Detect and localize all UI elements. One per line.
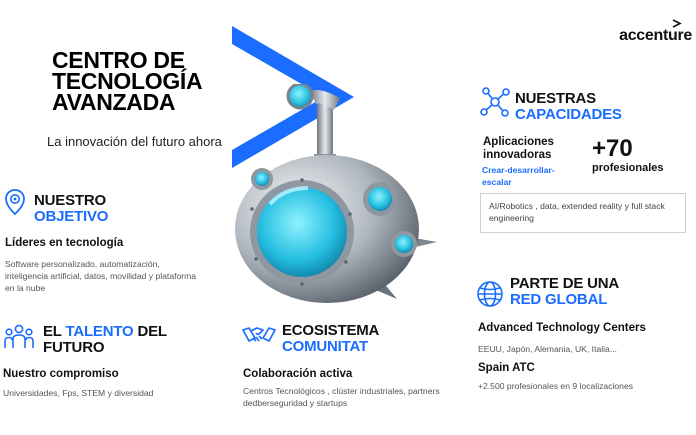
talento-heading: EL TALENTO DEL FUTURO — [43, 323, 167, 356]
red-spain-body: +2.500 profesionales en 9 localizaciones — [478, 381, 634, 391]
capacidades-apps-link[interactable]: Crear-desarrollar- escalar — [482, 165, 555, 187]
brand-logo: accenture — [619, 27, 692, 44]
capacidades-apps-title: Aplicaciones innovadoras — [483, 136, 554, 161]
people-group-icon — [3, 322, 35, 352]
objetivo-body: Software personalizado, automatización, inteligencia artificial, datos, movilidad y plataforma en la nube — [5, 259, 197, 293]
capacidades-box: AI/Robotics , data, extended reality y full stack engineering — [480, 193, 686, 233]
ecosistema-body: Centros Tecnológicos , clúster industriales, partners dedberseguridad y startups — [243, 386, 440, 408]
red-spain-title: Spain ATC — [478, 362, 535, 374]
hero-title: CENTRO DE TECNOLOGÍA AVANZADA — [52, 47, 203, 115]
talento-body: Universidades, Fps, STEM y diversidad — [3, 388, 154, 398]
capacidades-stat: +70 — [592, 135, 633, 162]
red-centers-body: EEUU, Japón, Alemania, UK, Italia... — [478, 344, 617, 354]
talento-title: Nuestro compromiso — [3, 368, 119, 380]
ecosistema-heading: ECOSISTEMA COMUNITAT — [282, 322, 380, 355]
red-centers-title: Advanced Technology Centers — [478, 322, 646, 334]
objetivo-heading: NUESTRO OBJETIVO — [34, 192, 109, 225]
capacidades-stat-label: profesionales — [592, 162, 664, 174]
hero-subtitle: La innovación del futuro ahora — [47, 134, 222, 149]
handshake-icon — [242, 322, 276, 348]
red-heading: PARTE DE UNA RED GLOBAL — [510, 275, 619, 308]
capacidades-heading: NUESTRAS CAPACIDADES — [515, 90, 622, 123]
ecosistema-title: Colaboración activa — [243, 368, 353, 380]
globe-icon — [476, 280, 504, 308]
accenture-chevron-icon — [672, 19, 682, 29]
location-target-icon — [4, 188, 26, 216]
objetivo-title: Líderes en tecnología — [5, 237, 124, 249]
network-nodes-icon — [480, 86, 510, 118]
submarine-illustration — [222, 84, 442, 314]
